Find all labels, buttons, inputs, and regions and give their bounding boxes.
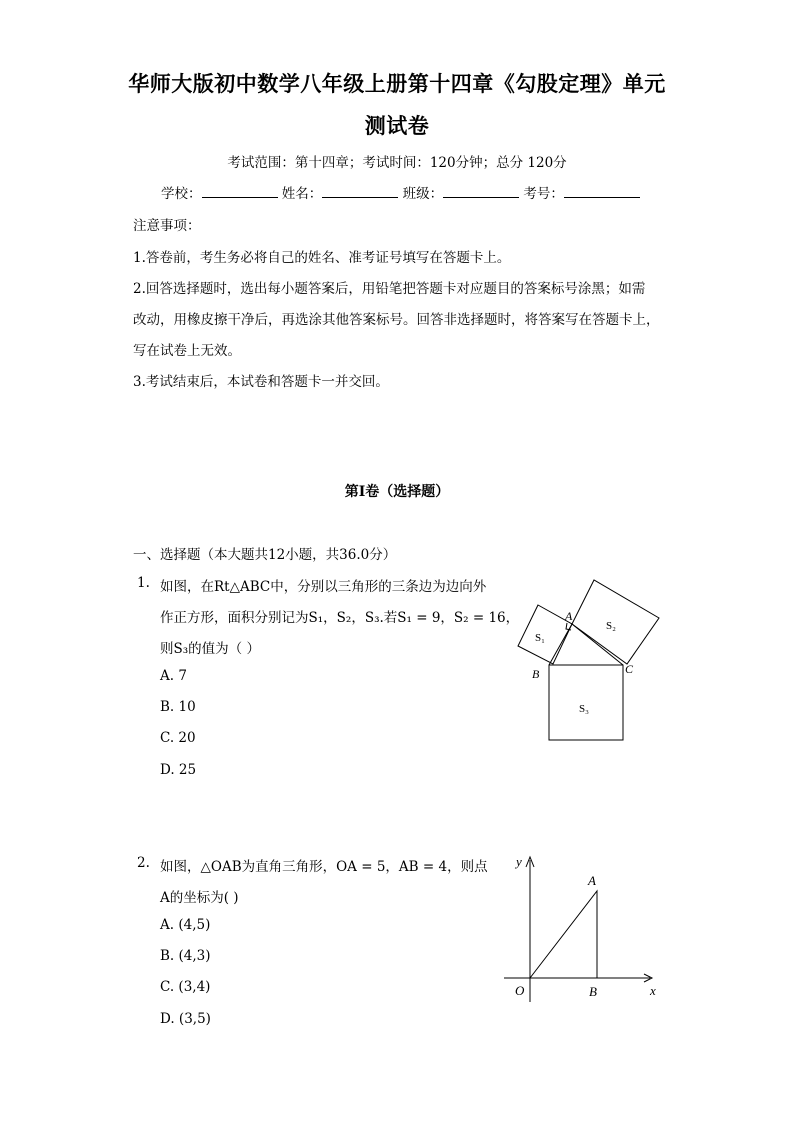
- label-a: A: [565, 609, 573, 623]
- name-label: 姓名：: [281, 186, 323, 202]
- name-field[interactable]: [322, 183, 398, 198]
- exam-info: 考试范围：第十四章；考试时间：120分钟；总分 120分: [227, 155, 567, 171]
- option-c[interactable]: C. 20: [160, 730, 196, 746]
- notice-line: 2.回答选择题时，选出每小题答案后，用铅笔把答题卡对应题目的答案标号涂黑；如需: [133, 281, 646, 297]
- label-a: A: [588, 873, 596, 888]
- notice-line: 1.答卷前，考生务必将自己的姓名、准考证号填写在答题卡上。: [133, 250, 511, 266]
- student-info-row: [161, 182, 640, 202]
- option-c[interactable]: C. (3,4): [160, 979, 211, 995]
- label-s2: S₂: [606, 620, 616, 632]
- option-d[interactable]: D. (3,5): [160, 1011, 211, 1027]
- question-text: 如图，△OAB为直角三角形，OA = 5，AB = 4，则点: [160, 859, 488, 875]
- part-title: 第I卷（选择题）: [344, 484, 450, 500]
- school-label: 学校：: [161, 186, 202, 202]
- option-a[interactable]: A. 7: [160, 668, 187, 684]
- option-a[interactable]: A. (4,5): [160, 917, 211, 933]
- notice-title: 注意事项：: [133, 218, 201, 234]
- notice-line: 3.考试结束后，本试卷和答题卡一并交回。: [133, 374, 389, 390]
- label-c: C: [625, 662, 634, 676]
- option-b[interactable]: B. 10: [160, 699, 196, 715]
- pythagoras-figure: [500, 575, 670, 750]
- class-label: 班级：: [402, 186, 444, 202]
- question-text: 如图，在Rt△ABC中，分别以三角形的三条边为边向外: [160, 579, 487, 595]
- question-text: 作正方形，面积分别记为S₁，S₂，S₃.若S₁ = 9，S₂ = 16，: [160, 610, 520, 626]
- page-title-line1: 华师大版初中数学八年级上册第十四章《勾股定理》单元: [128, 71, 666, 96]
- page-title-line2: 测试卷: [364, 113, 430, 138]
- label-s3: S₃: [579, 703, 589, 715]
- option-b[interactable]: B. (4,3): [160, 948, 211, 964]
- label-o: O: [515, 983, 525, 998]
- notice-line: 改动，用橡皮擦干净后，再选涂其他答案标号。回答非选择题时，将答案写在答题卡上，: [133, 312, 660, 328]
- question-text: 则S₃的值为（ ）: [160, 641, 260, 657]
- coordinate-figure: [500, 850, 670, 1005]
- section-title: 一、选择题（本大题共12小题，共36.0分）: [133, 547, 397, 563]
- number-field[interactable]: [564, 183, 640, 198]
- school-field[interactable]: [202, 183, 278, 198]
- question-number: 2.: [137, 855, 150, 871]
- label-s1: S₁: [535, 632, 545, 644]
- label-b: B: [589, 984, 597, 999]
- number-label: 考号：: [523, 186, 564, 202]
- label-y: y: [516, 854, 522, 869]
- triangle-oab: [530, 891, 597, 978]
- label-x: x: [650, 983, 656, 998]
- question-text: A的坐标为( ): [160, 890, 239, 906]
- question-number: 1.: [137, 575, 150, 591]
- class-field[interactable]: [443, 183, 519, 198]
- square-s1: [518, 605, 572, 664]
- notice-line: 写在试卷上无效。: [133, 343, 241, 359]
- label-b: B: [532, 667, 540, 681]
- option-d[interactable]: D. 25: [160, 762, 197, 778]
